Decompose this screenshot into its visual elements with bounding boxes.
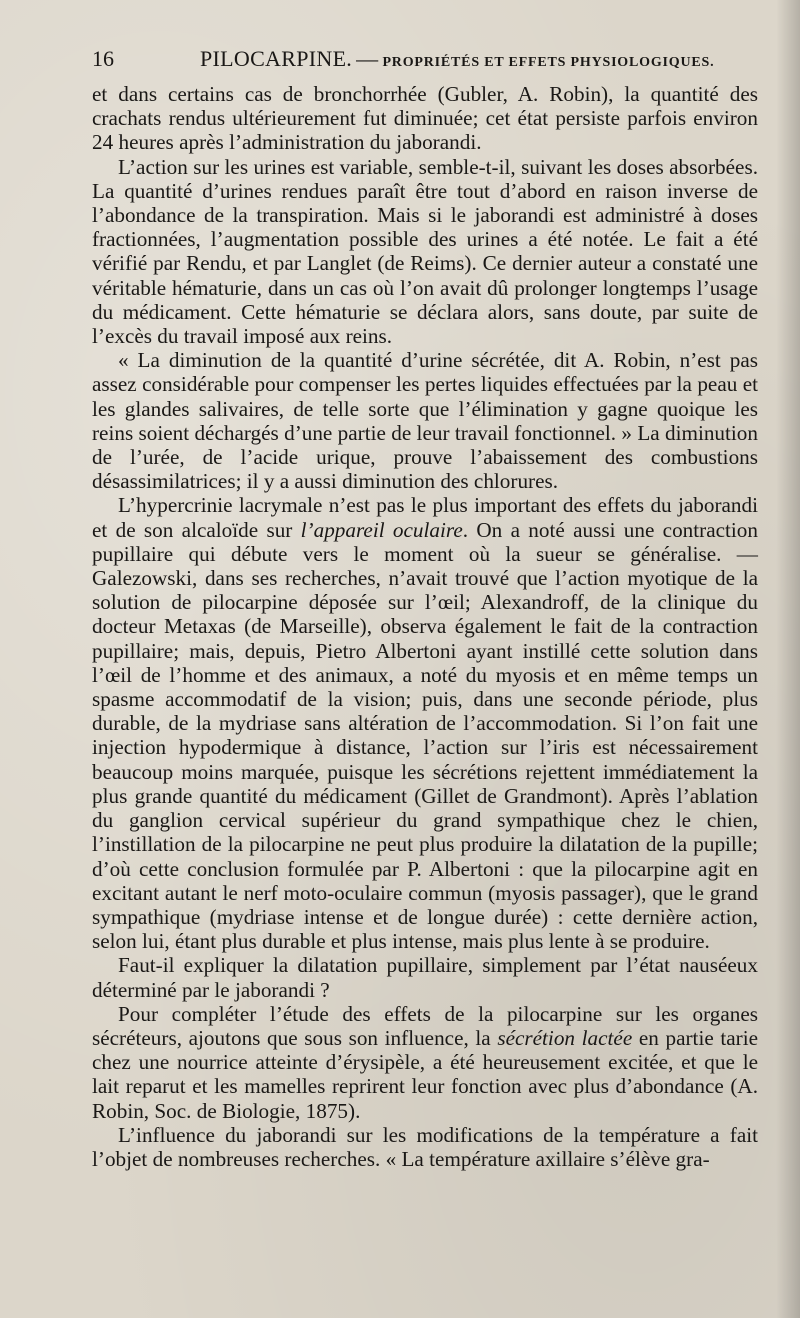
paragraph-text: Faut-il expliquer la dilatation pupillaire, simplement par l’état nauséeux déterminé par le jaborandi ? [92, 953, 758, 1002]
running-header [92, 46, 760, 76]
page-number: 16 [92, 46, 114, 71]
paragraph-text: Pour compléter l’étude des effets de la pilocarpine sur les organes sécréteurs, ajoutons que sous son influence, la [92, 1001, 758, 1050]
paragraph [92, 1002, 758, 1123]
page-body-text [92, 82, 758, 1171]
paragraph [92, 155, 758, 349]
running-title-main: PILOCARPINE. [200, 46, 353, 71]
paragraph [92, 953, 758, 1001]
paragraph-text: L’influence du jaborandi sur les modifications de la température a fait l’objet de nombreuses recherches. « La température axillaire s’élève gra- [92, 1122, 758, 1171]
italic-text: sécrétion lactée [497, 1025, 633, 1050]
paragraph [92, 348, 758, 493]
paragraph-text: L’hypercrinie lacrymale n’est pas le plus important des effets du jaborandi et de son alcaloïde sur [92, 493, 758, 542]
paragraph-text: L’action sur les urines est variable, semble-t-il, suivant les doses absorbées. La quantité d’urines rendues paraît être tout d’abord en raison inverse de l’abondance de la transpiration. Mais si le jaborandi est administré à doses fractionnées, l’augmentation possible des urines a été notée. Le fait a été vérifié par Rendu, et par Langlet (de Reims). Ce dernier auteur a constaté une véritable hématurie, dans un cas où l’on avait dû prolonger longtemps l’usage du médicament. Cette hématurie se déclara alors, sans doute, par suite de l’excès du travail imposé aux reins. [92, 154, 758, 349]
page-edge-shadow [776, 0, 800, 1318]
running-title [200, 46, 714, 72]
paragraph [92, 82, 758, 155]
paragraph-text: et dans certains cas de bronchorrhée (Gubler, A. Robin), la quantité des crachats rendus ultérieurement fut diminuée; cet état persiste parfois environ 24 heures après l’administration du jaborandi. [92, 82, 758, 155]
paragraph [92, 493, 758, 953]
running-title-dash: — [356, 46, 379, 71]
paragraph-text: . On a noté aussi une contraction pupillaire qui débute vers le moment où la sueur se généralise. — Galezowski, dans ses recherches, n’avait trouvé que l’action myotique de la solution de pilocarpine déposée sur l’œil; Alexandroff, de la clinique du docteur Metaxas (de Marseille), observa également le fait de la contraction pupillaire; mais, depuis, Pietro Albertoni ayant instillé cette solution dans l’œil de l’homme et des animaux, a noté du myosis et en même temps un spasme accommodatif de la vision; puis, dans une seconde période, plus durable, de la mydriase sans altération de l’accommodation. Si l’on fait une injection hypodermique à distance, l’action sur l’iris est nécessairement beaucoup moins marquée, puisque les sécrétions rejettent immédiatement la plus grande quantité du médicament (Gillet de Grandmont). Après l’ablation du ganglion cervical supérieur du grand sympathique chez le chien, l’instillation de la pilocarpine ne peut plus produire la dilatation de la pupille; d’où cette conclusion formulée par P. Albertoni : que la pilocarpine agit en excitant autant le nerf moto-oculaire commun (myosis passager), que le grand sympathique (mydriase intense et de longue durée) : cette dernière action, selon lui, étant plus durable et plus intense, mais plus lente à se produire. [92, 517, 758, 954]
italic-text: l’appareil oculaire [300, 517, 463, 542]
paragraph-text: en partie tarie chez une nourrice atteinte d’érysipèle, a été heureusement excitée, et que le lait reparut et les mamelles reprirent leur fonction avec plus d’abondance (A. Robin, Soc. de Biologie, 1875). [92, 1025, 759, 1123]
paragraph-text: « La diminution de la quantité d’urine sécrétée, dit A. Robin, n’est pas assez considérable pour compenser les pertes liquides effectuées par la peau et les glandes salivaires, de telle sorte que l’élimination y gagne quoique les reins soient déchargés d’une partie de leur travail fonctionnel. » La diminution de l’urée, de l’acide urique, prouve l’abaissement des combustions désassimilatrices; il y a aussi diminution des chlorures. [92, 348, 758, 494]
running-title-subtitle: PROPRIÉTÉS ET EFFETS PHYSIOLOGIQUES. [382, 55, 715, 70]
paragraph [92, 1123, 758, 1171]
